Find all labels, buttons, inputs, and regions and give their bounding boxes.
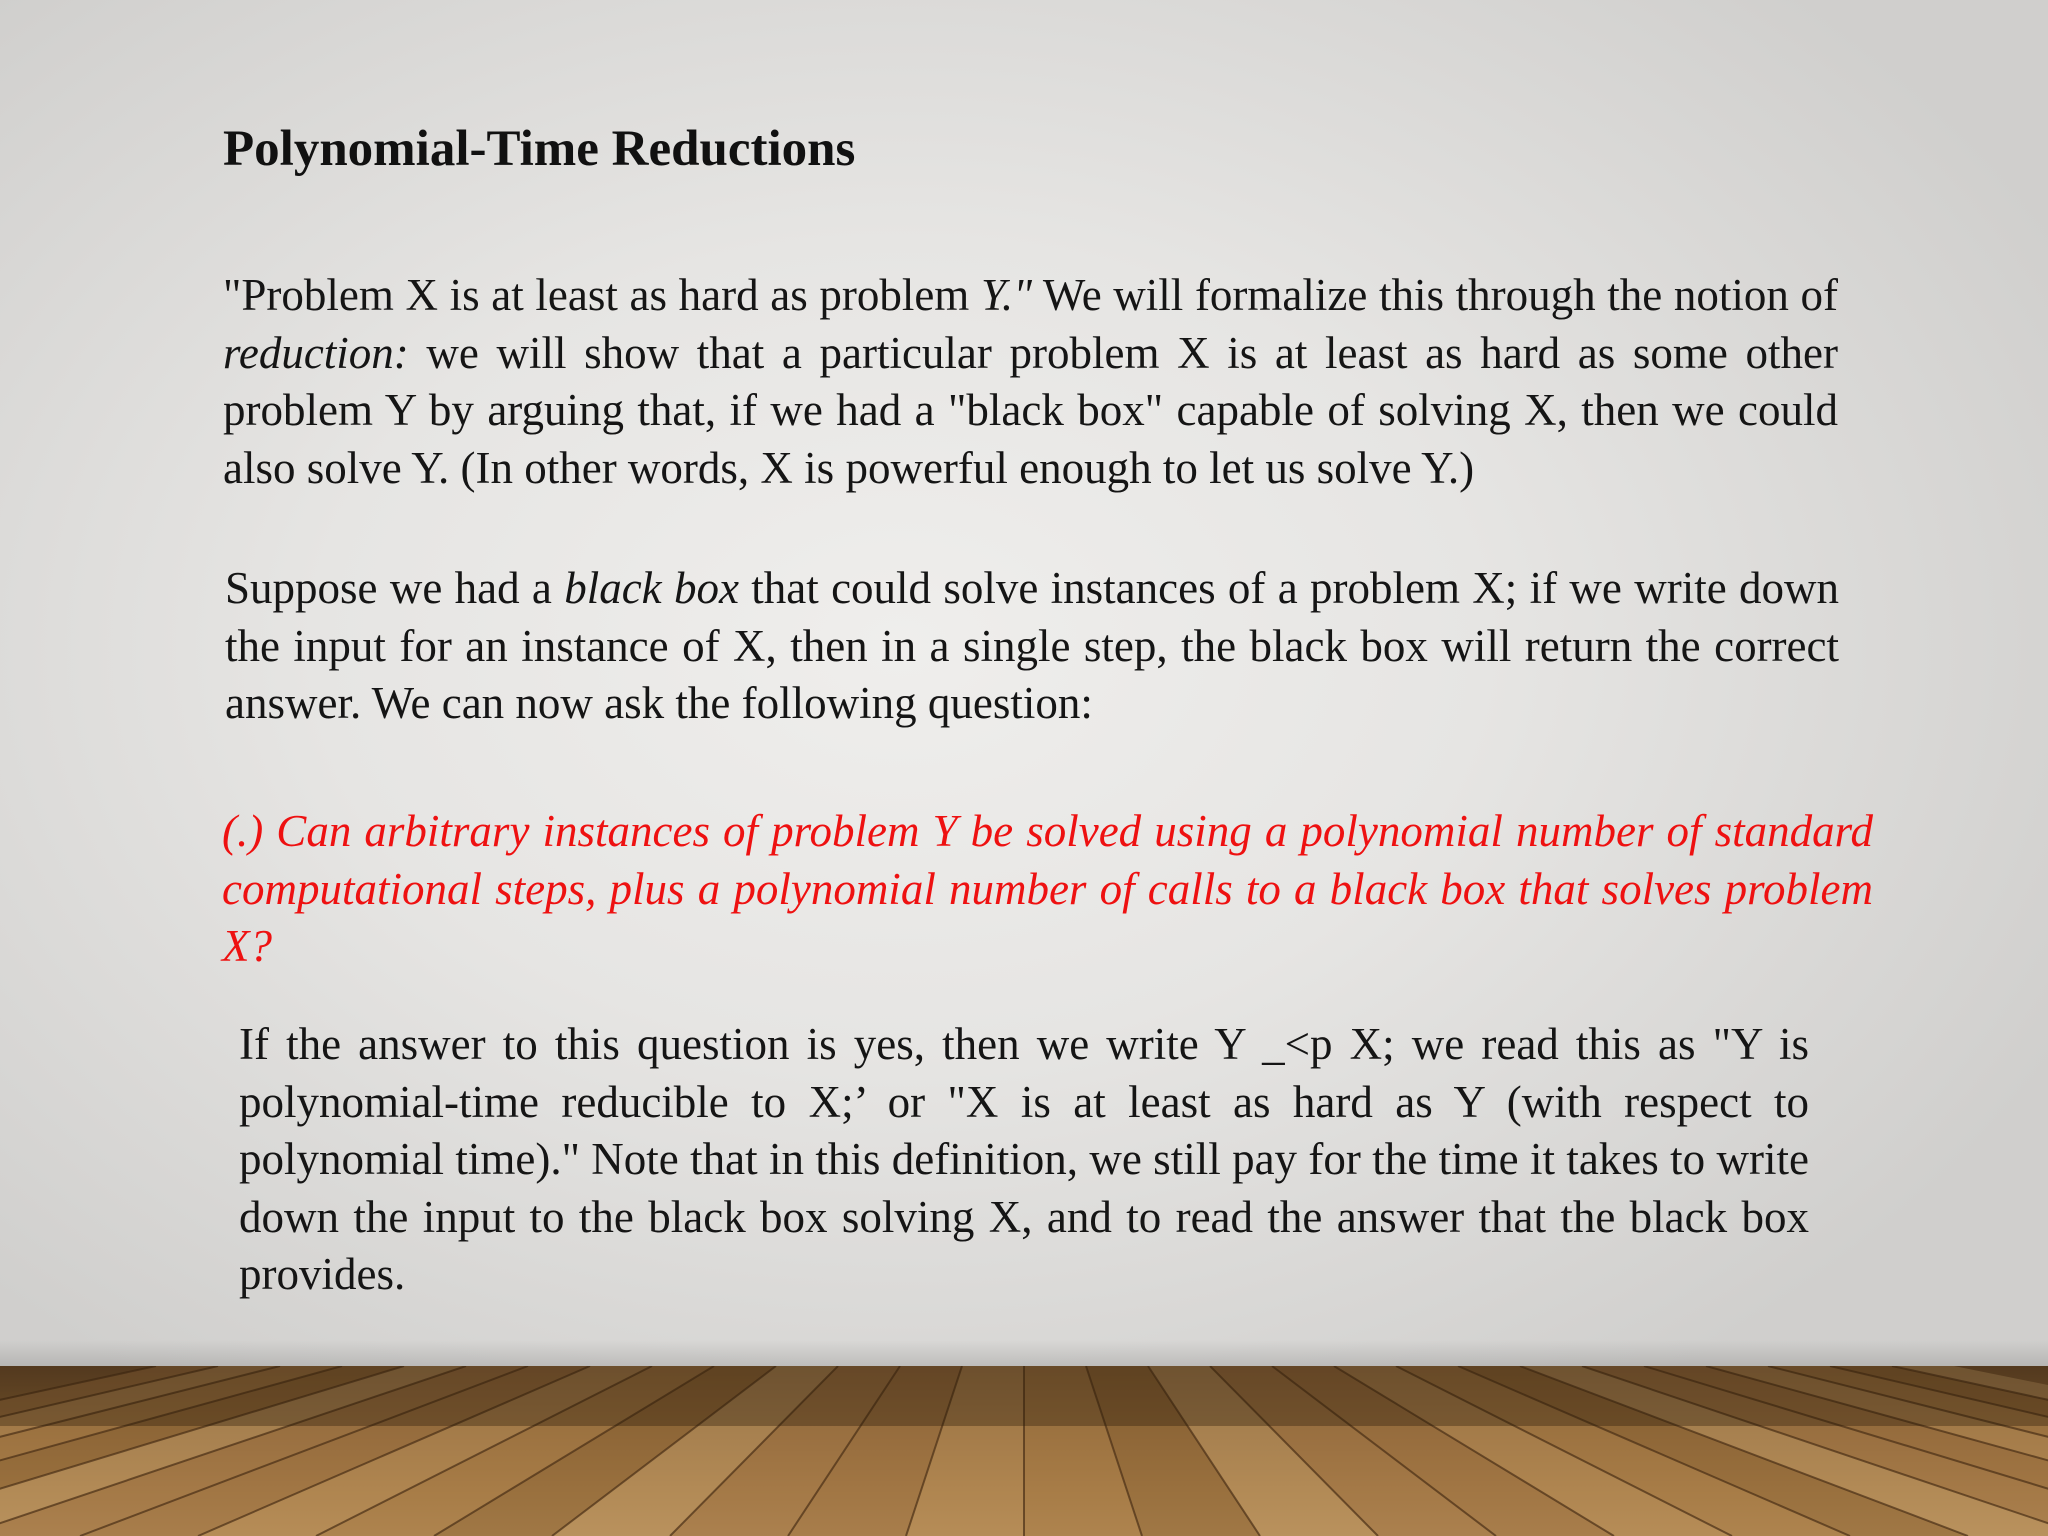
- slide-title: Polynomial-Time Reductions: [223, 121, 856, 177]
- paragraph-2-emphasis-black-box: black box: [564, 563, 739, 613]
- question-text: (.) Can arbitrary instances of problem Y be solved using a polynomial number of standard computational steps, plus a polynomial number of calls to a black box that solves problem X?: [222, 806, 1873, 971]
- paragraph-reduction-intro: [223, 267, 1838, 497]
- paragraph-1-text-e: we will show that a particular problem X is at least as hard as some other problem Y by arguing that, if we had a "black box" capable of solving X, then we could also solve Y. (In other words, X is powerful enough to let us solve Y.): [223, 327, 1838, 493]
- paragraph-2-text-c: that could solve instances of a problem X; if we write down the input for an instance of X, then in a single step, the black box will return the correct answer. We can now ask the following question:: [225, 563, 1839, 728]
- wooden-floor-image: [0, 1366, 2048, 1536]
- paragraph-1-text-c: We will formalize this through the notion of: [1032, 270, 1839, 320]
- paragraph-black-box: [225, 560, 1839, 733]
- paragraph-1-emphasis-y: Y.": [980, 270, 1032, 320]
- paragraph-1-text-a: "Problem X is at least as hard as problem: [223, 270, 981, 320]
- paragraph-1-emphasis-reduction: reduction:: [223, 327, 409, 378]
- wall-baseboard-shadow: [0, 1340, 2048, 1366]
- paragraph-definition: If the answer to this question is yes, then we write Y _<p X; we read this as "Y is polynomial-time reducible to X;’ or "X is at least as hard as Y (with respect to polynomial time)." Note that in this definition, we still pay for the time it takes to write down the input to the black box solving X, and to read the answer that the black box provides.: [239, 1019, 1809, 1299]
- paragraph-2-text-a: Suppose we had a: [225, 563, 565, 613]
- floor-planks-graphic: [0, 1366, 2048, 1536]
- floor-far-shade: [0, 1366, 2048, 1426]
